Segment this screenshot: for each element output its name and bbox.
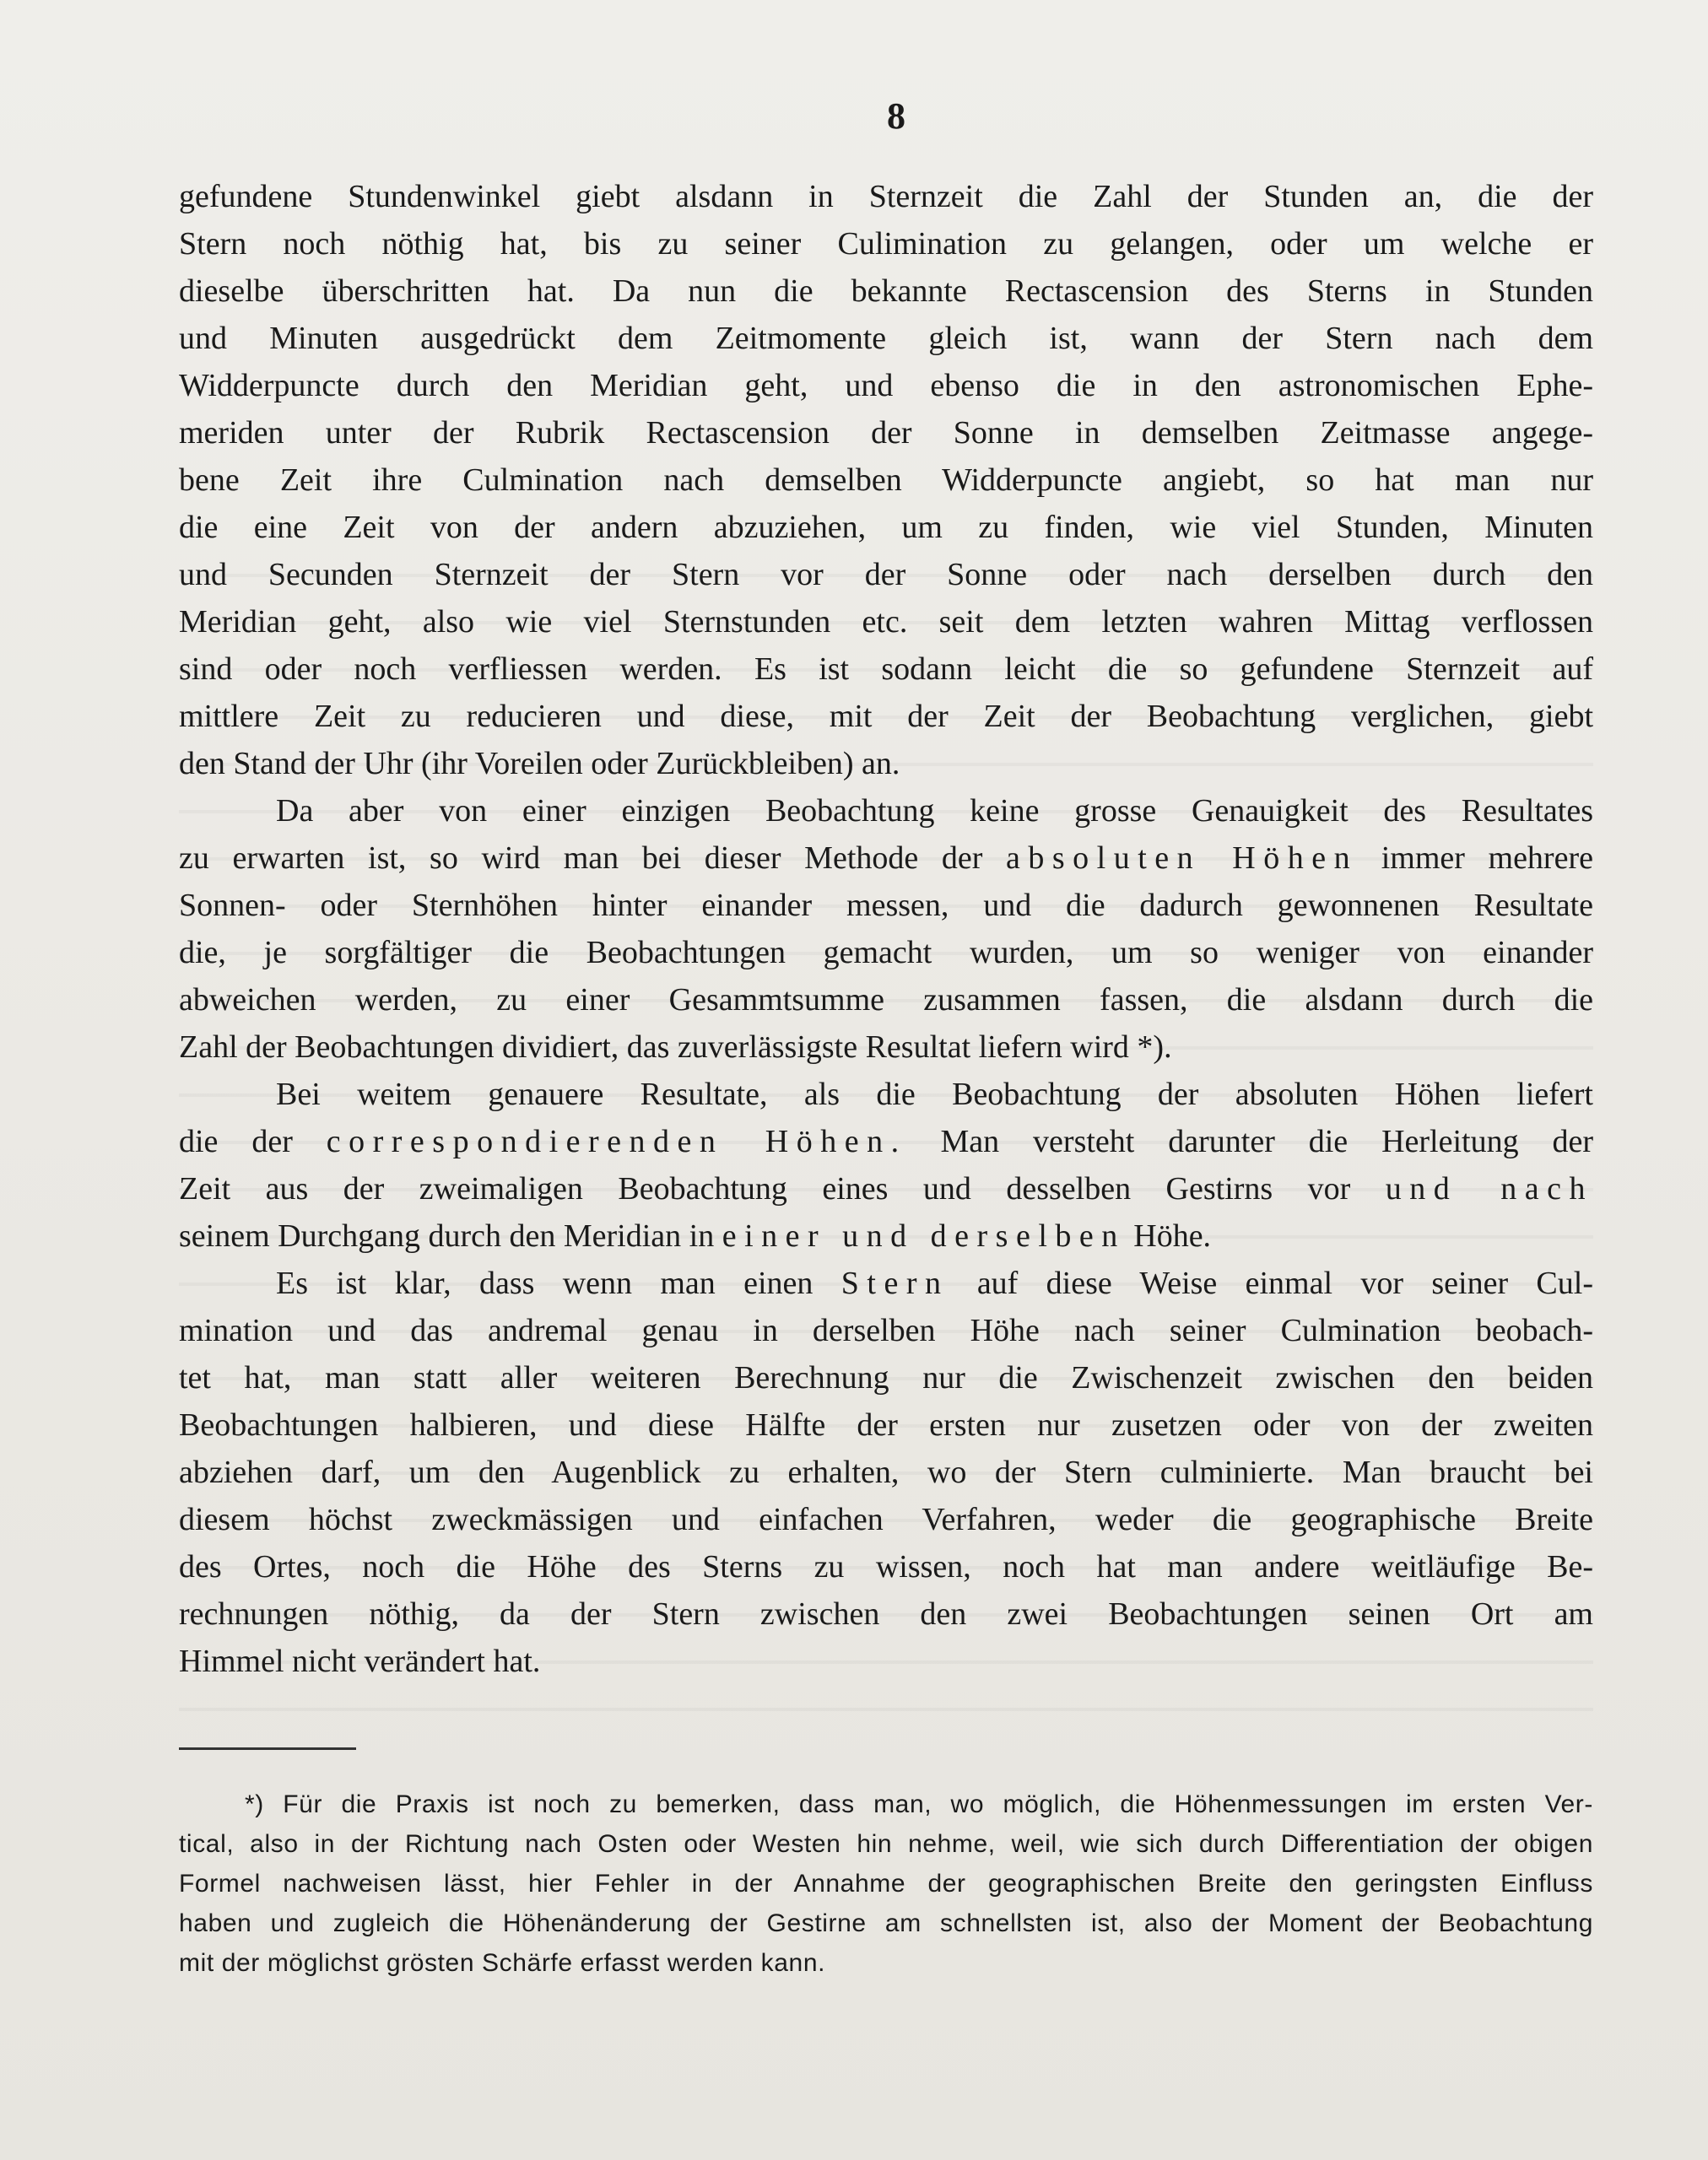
text-fragment: die der (179, 1124, 327, 1159)
text-line: die, je sorgfältiger die Beobachtungen gemacht wurden, um so weniger von einander (179, 935, 1593, 970)
paragraph-1 (179, 173, 1593, 787)
text-line: mittlere Zeit zu reducieren und diese, mit der Zeit der Beobachtung verglichen, giebt (179, 699, 1593, 734)
text-line-with-emphasis (179, 1118, 1593, 1165)
spaced-emphasis: Stern (840, 1266, 949, 1301)
spaced-emphasis: einer und derselben (722, 1218, 1126, 1254)
footnote-line: mit der möglichst grösten Schärfe erfasst werden kann. (179, 1949, 826, 1977)
paragraph-2 (179, 787, 1593, 1071)
footnote-line: *) Für die Praxis ist noch zu bemerken, dass man, wo möglich, die Höhenmessungen im ersten Ver- (245, 1790, 1593, 1818)
text-line: tet hat, man statt aller weiteren Berechnung nur die Zwischenzeit zwischen den beiden (179, 1360, 1593, 1396)
paragraph-4 (179, 1260, 1593, 1685)
text-line: Meridian geht, also wie viel Sternstunden etc. seit dem letzten wahren Mittag verflossen (179, 604, 1593, 640)
footnote-line: tical, also in der Richtung nach Osten oder Westen hin nehme, weil, wie sich durch Differentiation der obigen (179, 1830, 1593, 1858)
text-fragment: Es ist klar, dass wenn man einen (276, 1266, 841, 1301)
text-line: den Stand der Uhr (ihr Voreilen oder Zurückbleiben) an. (179, 746, 900, 781)
text-line: Da aber von einer einzigen Beobachtung keine grosse Genauigkeit des Resultates (276, 793, 1593, 829)
text-line: rechnungen nöthig, da der Stern zwischen den zwei Beobachtungen seinen Ort am (179, 1596, 1593, 1632)
text-line: diesem höchst zweckmässigen und einfachen Verfahren, weder die geographische Breite (179, 1502, 1593, 1537)
text-line: Himmel nicht verändert hat. (179, 1644, 541, 1679)
text-line: mination und das andremal genau in derselben Höhe nach seiner Culmination beobach- (179, 1313, 1593, 1348)
text-line: und Secunden Sternzeit der Stern vor der Sonne oder nach derselben durch den (179, 557, 1593, 592)
text-line: und Minuten ausgedrückt dem Zeitmomente gleich ist, wann der Stern nach dem (179, 321, 1593, 356)
text-line: sind oder noch verfliessen werden. Es ist sodann leicht die so gefundene Sternzeit auf (179, 651, 1593, 687)
text-fragment: Zeit aus der zweimaligen Beobachtung eines und desselben Gestirns vor (179, 1171, 1386, 1207)
footnote-line: Formel nachweisen lässt, hier Fehler in der Annahme der geographischen Breite den geringsten Einfluss (179, 1870, 1593, 1898)
text-fragment: Man versteht darunter die Herleitung der (906, 1124, 1593, 1159)
footnote (179, 1785, 1593, 1983)
text-fragment: immer mehrere (1358, 840, 1593, 876)
text-fragment: auf diese Weise einmal vor seiner Cul- (949, 1266, 1593, 1301)
text-line: abziehen darf, um den Augenblick zu erhalten, wo der Stern culminierte. Man braucht bei (179, 1455, 1593, 1490)
page-number: 8 (887, 95, 905, 137)
main-text-body (179, 173, 1593, 1685)
text-line: gefundene Stundenwinkel giebt alsdann in Sternzeit die Zahl der Stunden an, die der (179, 179, 1593, 214)
text-line: die eine Zeit von der andern abzuziehen, um zu finden, wie viel Stunden, Minuten (179, 510, 1593, 545)
text-line: Sonnen- oder Sternhöhen hinter einander messen, und die dadurch gewonnenen Resultate (179, 888, 1593, 923)
text-line: Zahl der Beobachtungen dividiert, das zuverlässigste Resultat liefern wird *). (179, 1029, 1172, 1065)
text-line: Bei weitem genauere Resultate, als die Beobachtung der absoluten Höhen liefert (276, 1077, 1593, 1112)
text-line: bene Zeit ihre Culmination nach demselben Widderpuncte angiebt, so hat man nur (179, 462, 1593, 498)
text-line: meriden unter der Rubrik Rectascension der Sonne in demselben Zeitmasse angege- (179, 415, 1593, 451)
text-line-with-emphasis (179, 834, 1593, 882)
paragraph-3 (179, 1071, 1593, 1260)
text-line: abweichen werden, zu einer Gesammtsumme zusammen fassen, die alsdann durch die (179, 982, 1593, 1018)
text-line-with-emphasis (179, 1212, 1593, 1260)
footnote-divider (179, 1747, 356, 1750)
footnote-line: haben und zugleich die Höhenänderung der Gestirne am schnellsten ist, also der Moment der Beobachtung (179, 1909, 1593, 1937)
text-fragment: Höhe. (1125, 1218, 1212, 1254)
text-line: Widderpuncte durch den Meridian geht, und ebenso die in den astronomischen Ephe- (179, 368, 1593, 403)
text-line: Beobachtungen halbieren, und diese Hälfte der ersten nur zusetzen oder von der zweiten (179, 1407, 1593, 1443)
text-line: dieselbe überschritten hat. Da nun die bekannte Rectascension des Sterns in Stunden (179, 273, 1593, 309)
spaced-emphasis: absoluten Höhen (1006, 840, 1359, 876)
text-line-with-emphasis (179, 1165, 1593, 1212)
text-fragment: zu erwarten ist, so wird man bei dieser Methode der (179, 840, 1006, 876)
text-fragment: seinem Durchgang durch den Meridian in (179, 1218, 722, 1254)
spaced-emphasis: und nach (1385, 1171, 1593, 1207)
spaced-emphasis: correspondierenden Höhen. (326, 1124, 907, 1159)
text-line: Stern noch nöthig hat, bis zu seiner Culimination zu gelangen, oder um welche er (179, 226, 1593, 262)
text-line-with-emphasis (179, 1260, 1593, 1307)
text-line: des Ortes, noch die Höhe des Sterns zu wissen, noch hat man andere weitläufige Be- (179, 1549, 1593, 1585)
